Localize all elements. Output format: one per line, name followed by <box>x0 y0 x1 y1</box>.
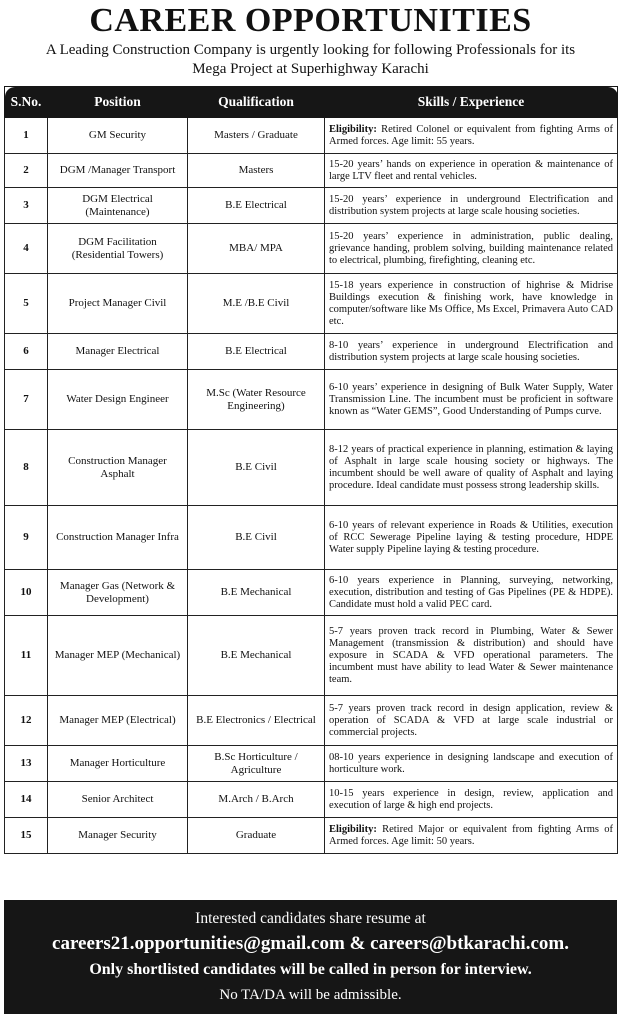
row-skills-experience <box>325 818 618 854</box>
row-position: Project Manager Civil <box>48 274 188 334</box>
column-header-sno: S.No. <box>5 87 48 118</box>
skills-text: Retired Major or equivalent from fighting Arms of Armed forces. Age limit: 50 years. <box>329 823 613 847</box>
row-serial-number: 10 <box>5 570 48 616</box>
row-serial-number: 13 <box>5 746 48 782</box>
table-row <box>5 782 618 818</box>
footer-share-text: Interested candidates share resume at <box>195 910 426 927</box>
row-skills-experience <box>325 188 618 224</box>
skills-text: 8-10 years’ experience in underground Electrification and distribution system projects at large scale housing societies. <box>329 339 613 363</box>
table-header-row <box>5 87 618 118</box>
eligibility-label: Eligibility: <box>329 123 377 135</box>
table-row <box>5 616 618 696</box>
row-skills-experience <box>325 430 618 506</box>
row-position: Construction Manager Infra <box>48 506 188 570</box>
row-serial-number: 2 <box>5 154 48 188</box>
row-position: Manager MEP (Mechanical) <box>48 616 188 696</box>
row-serial-number: 7 <box>5 370 48 430</box>
row-skills-experience <box>325 570 618 616</box>
skills-text: 15-20 years’ experience in administration, public dealing, grievance handing, problem solving, building maintenance related to electrical, plumbing, firefighting, cleaning etc. <box>329 230 613 266</box>
table-row <box>5 746 618 782</box>
row-position: Manager Security <box>48 818 188 854</box>
row-qualification: Masters <box>188 154 325 188</box>
intro-text <box>20 41 601 79</box>
row-qualification: B.E Electrical <box>188 188 325 224</box>
row-skills-experience <box>325 616 618 696</box>
row-skills-experience <box>325 370 618 430</box>
row-position: DGM Electrical (Maintenance) <box>48 188 188 224</box>
row-serial-number: 9 <box>5 506 48 570</box>
row-position: Manager Electrical <box>48 334 188 370</box>
table-row <box>5 274 618 334</box>
row-qualification: B.E Mechanical <box>188 570 325 616</box>
eligibility-label: Eligibility: <box>329 823 377 835</box>
email-separator: & <box>349 933 366 954</box>
table-row <box>5 430 618 506</box>
row-serial-number: 5 <box>5 274 48 334</box>
row-serial-number: 8 <box>5 430 48 506</box>
row-skills-experience <box>325 224 618 274</box>
row-skills-experience <box>325 782 618 818</box>
row-position: DGM Facilitation (Residential Towers) <box>48 224 188 274</box>
row-qualification: B.Sc Horticulture / Agriculture <box>188 746 325 782</box>
column-header-skills: Skills / Experience <box>325 87 618 118</box>
row-position: Manager Horticulture <box>48 746 188 782</box>
table-row <box>5 570 618 616</box>
skills-text: 08-10 years experience in designing landscape and execution of horticulture work. <box>329 751 613 775</box>
table-row <box>5 154 618 188</box>
skills-text: 15-20 years’ experience in underground Electrification and distribution system projects at large scale housing societies. <box>329 193 613 217</box>
table-row <box>5 118 618 154</box>
skills-text: 5-7 years proven track record in Plumbing, Water & Sewer Management (transmission & distribution) and should have exposure in SCADA & VFD operational parameters. The incumbent must have ability to lead Water & Sewer maintenance team. <box>329 625 613 685</box>
row-skills-experience <box>325 746 618 782</box>
table-row <box>5 188 618 224</box>
email-link-2[interactable]: careers@btkarachi.com. <box>370 933 569 954</box>
table-row <box>5 696 618 746</box>
skills-text: 5-7 years proven track record in design application, review & operation of SCADA & VFD at large scale industrial or commercial projects. <box>329 702 613 738</box>
row-serial-number: 1 <box>5 118 48 154</box>
row-position: Construction Manager Asphalt <box>48 430 188 506</box>
footer-emails <box>4 932 617 956</box>
row-skills-experience <box>325 118 618 154</box>
row-skills-experience <box>325 274 618 334</box>
row-qualification: M.Sc (Water Resource Engineering) <box>188 370 325 430</box>
positions-table <box>4 86 618 854</box>
row-qualification: B.E Civil <box>188 506 325 570</box>
table-row <box>5 334 618 370</box>
row-qualification: B.E Mechanical <box>188 616 325 696</box>
row-position: GM Security <box>48 118 188 154</box>
row-position: Senior Architect <box>48 782 188 818</box>
row-qualification: B.E Electrical <box>188 334 325 370</box>
row-qualification: M.E /B.E Civil <box>188 274 325 334</box>
skills-text: 10-15 years experience in design, review, application and execution of large & high end projects. <box>329 787 613 811</box>
page-title: CAREER OPPORTUNITIES <box>89 2 532 39</box>
contact-footer <box>4 900 617 1014</box>
row-serial-number: 11 <box>5 616 48 696</box>
skills-text: 6-10 years experience in Planning, surveying, networking, execution, distribution and testing of Gas Pipelines (PE & HDPE). Candidate must hold a valid PEC card. <box>329 574 613 610</box>
row-qualification: MBA/ MPA <box>188 224 325 274</box>
skills-text: 6-10 years’ experience in designing of Bulk Water Supply, Water Transmission Line. The incumbent must be proficient in software known as “Water GEMS”, Good Understanding of Pumps curve. <box>329 381 613 417</box>
row-skills-experience <box>325 506 618 570</box>
row-serial-number: 14 <box>5 782 48 818</box>
row-qualification: B.E Electronics / Electrical <box>188 696 325 746</box>
table-row <box>5 506 618 570</box>
skills-text: 15-18 years experience in construction of highrise & Midrise Buildings execution & finishing work, have knowledge in computer/software like Ms Office, Ms Excel, Primavera Auto CAD etc. <box>329 279 613 327</box>
row-skills-experience <box>325 696 618 746</box>
email-link-1[interactable]: careers21.opportunities@gmail.com <box>52 933 345 954</box>
column-header-qualification: Qualification <box>188 87 325 118</box>
row-qualification: Masters / Graduate <box>188 118 325 154</box>
row-serial-number: 4 <box>5 224 48 274</box>
skills-text: 15-20 years’ hands on experience in operation & maintenance of large LTV fleet and rental vehicles. <box>329 158 613 182</box>
row-position: Water Design Engineer <box>48 370 188 430</box>
row-position: Manager MEP (Electrical) <box>48 696 188 746</box>
row-position: DGM /Manager Transport <box>48 154 188 188</box>
row-serial-number: 3 <box>5 188 48 224</box>
row-qualification: M.Arch / B.Arch <box>188 782 325 818</box>
table-row <box>5 224 618 274</box>
footer-shortlist-note: Only shortlisted candidates will be called in person for interview. <box>89 961 532 978</box>
skills-text: 6-10 years of relevant experience in Roads & Utilities, execution of RCC Sewerage Pipeline laying & testing procedure, HDPE Water supply Pipeline laying & testing procedure. <box>329 519 613 555</box>
row-skills-experience <box>325 154 618 188</box>
row-skills-experience <box>325 334 618 370</box>
column-header-position: Position <box>48 87 188 118</box>
intro-line-2: Mega Project at Superhighway Karachi <box>192 61 429 77</box>
row-serial-number: 12 <box>5 696 48 746</box>
row-qualification: B.E Civil <box>188 430 325 506</box>
footer-tada-note: No TA/DA will be admissible. <box>219 987 402 1003</box>
row-serial-number: 6 <box>5 334 48 370</box>
skills-text: Retired Colonel or equivalent from fighting Arms of Armed forces. Age limit: 55 years. <box>329 123 613 147</box>
skills-text: 8-12 years of practical experience in planning, estimation & laying of Asphalt in large scale housing society or highways. The incumbent should be well aware of quality of Asphalt and laying procedure. Ideal candidate must possess strong leadership skills. <box>329 443 613 491</box>
row-serial-number: 15 <box>5 818 48 854</box>
row-position: Manager Gas (Network & Development) <box>48 570 188 616</box>
row-qualification: Graduate <box>188 818 325 854</box>
table-row <box>5 370 618 430</box>
table-row <box>5 818 618 854</box>
intro-line-1: A Leading Construction Company is urgently looking for following Professionals for its <box>45 42 576 58</box>
